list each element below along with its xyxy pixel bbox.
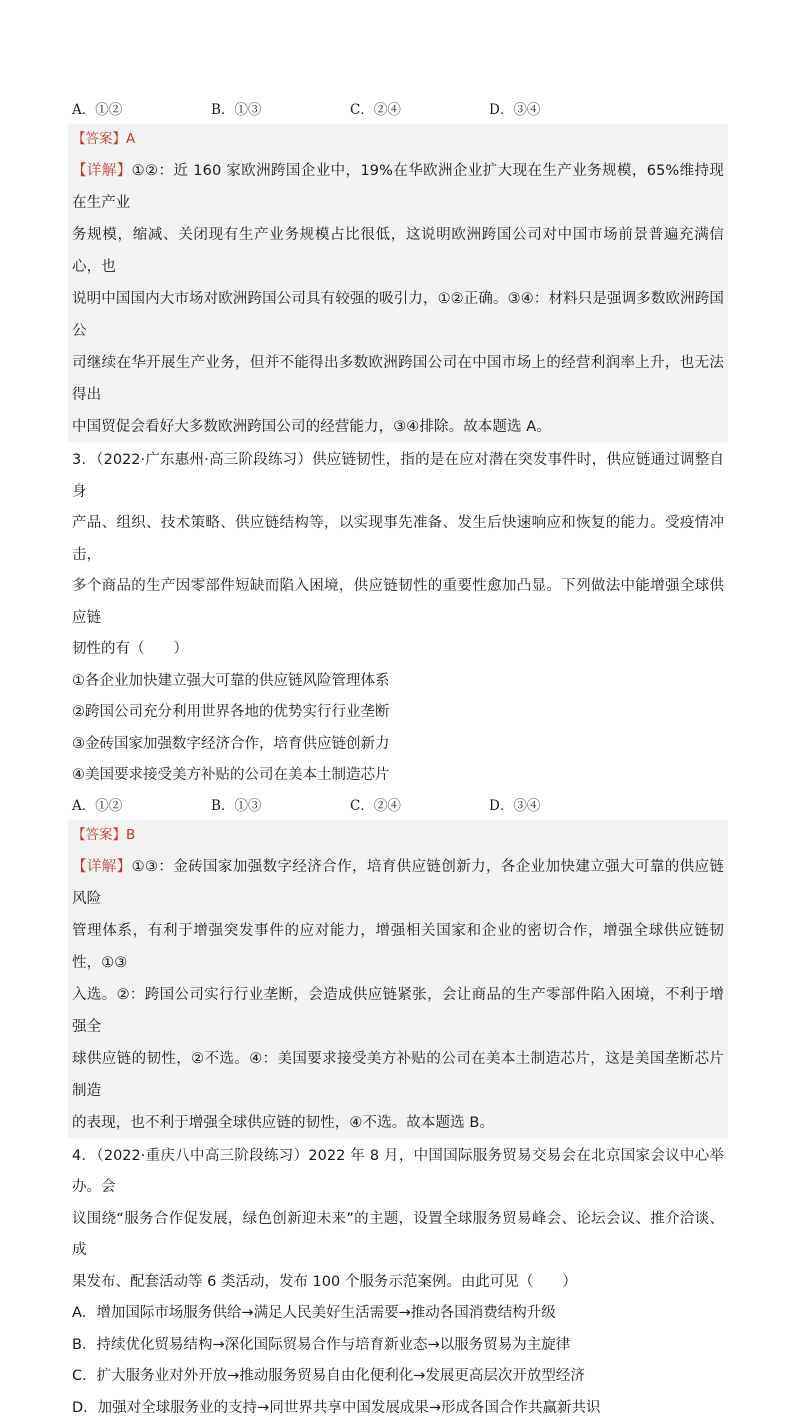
q3-item-2: ②跨国公司充分利用世界各地的优势实行行业垄断: [72, 697, 724, 729]
q2-explain-line: 务规模，缩减、关闭现有生产业务规模占比很低，这说明欧洲跨国公司对中国市场前景普遍充满信心，也: [72, 219, 724, 283]
q3-answer-tag: 【答案】: [72, 827, 126, 843]
q3-stem-line: 3．（2022·广东惠州·高三阶段练习）供应链韧性，指的是在应对潜在突发事件时，供应链通过调整自身: [72, 445, 724, 508]
q3-answer-value: B: [126, 827, 135, 843]
q3-item-1: ①各企业加快建立强大可靠的供应链风险管理体系: [72, 666, 724, 698]
q3-option-a: A．①②: [72, 792, 211, 820]
q2-option-b: B．①③: [211, 96, 350, 124]
q3-explain-line: 【详解】①③：金砖国家加强数字经济合作，培育供应链创新力，各企业加快建立强大可靠的供应链风险: [72, 851, 724, 915]
q4-choice-d: D．加强对全球服务业的支持→同世界共享中国发展成果→形成各国合作共赢新共识: [72, 1393, 724, 1424]
q2-explain-line: 【详解】①②：近 160 家欧洲跨国企业中，19%在华欧洲企业扩大现在生产业务规模，65%维持现在生产业: [72, 155, 724, 219]
q2-explain-line: 司继续在华开展生产业务，但并不能得出多数欧洲跨国公司在中国市场上的经营利润率上升，也无法得出: [72, 347, 724, 411]
q3-option-d: D．③④: [489, 792, 540, 820]
q4-stem: [72, 1141, 724, 1299]
q3-stem-line: 产品、组织、技术策略、供应链结构等，以实现事先准备、发生后快速响应和恢复的能力。受疫情冲击，: [72, 508, 724, 571]
q3-answer-block: [68, 820, 728, 1139]
q2-explain-tag: 【详解】: [72, 163, 132, 179]
q2-option-d: D．③④: [489, 96, 540, 124]
q4-choice-c: C．扩大服务业对外开放→推动服务贸易自由化便利化→发展更高层次开放型经济: [72, 1361, 724, 1393]
q3-explain-line: 的表现，也不利于增强全球供应链的韧性，④不选。故本题选 B。: [72, 1107, 724, 1139]
q4-choice-b: B．持续优化贸易结构→深化国际贸易合作与培育新业态→以服务贸易为主旋律: [72, 1330, 724, 1362]
q3-stem: [72, 445, 724, 666]
q2-answer: [72, 124, 724, 155]
q3-options: [72, 792, 724, 820]
q4-stem-line: 议围绕“服务合作促发展，绿色创新迎未来”的主题，设置全球服务贸易峰会、论坛会议、推介洽谈、成: [72, 1204, 724, 1267]
q3-explain-line: 管理体系，有利于增强突发事件的应对能力，增强相关国家和企业的密切合作，增强全球供应链韧性，①③: [72, 915, 724, 979]
q2-option-c: C．②④: [350, 96, 489, 124]
q2-options: [72, 96, 724, 124]
q2-option-a: A．①②: [72, 96, 211, 124]
q3-explain-line: 入选。②：跨国公司实行行业垄断，会造成供应链紧张，会让商品的生产零部件陷入困境，不利于增强全: [72, 979, 724, 1043]
q3-option-b: B．①③: [211, 792, 350, 820]
q3-stem-line: 韧性的有（ ）: [72, 634, 724, 666]
page: [72, 96, 724, 1424]
q4-stem-line: 4．（2022·重庆八中高三阶段练习）2022 年 8 月，中国国际服务贸易交易会在北京国家会议中心举办。会: [72, 1141, 724, 1204]
q4-choice-a: A．增加国际市场服务供给→满足人民美好生活需要→推动各国消费结构升级: [72, 1298, 724, 1330]
q2-answer-value: A: [126, 131, 135, 147]
q2-explain-line: 说明中国国内大市场对欧洲跨国公司具有较强的吸引力，①②正确。③④：材料只是强调多数欧洲跨国公: [72, 283, 724, 347]
q3-items: [72, 666, 724, 792]
q2-explain-line: 中国贸促会看好大多数欧洲跨国公司的经营能力，③④排除。故本题选 A。: [72, 411, 724, 443]
q4-choices: [72, 1298, 724, 1424]
q3-explain-tag: 【详解】: [72, 859, 132, 875]
q2-explanation: [72, 155, 724, 443]
q2-answer-block: [68, 124, 728, 443]
q4-stem-line: 果发布、配套活动等 6 类活动，发布 100 个服务示范案例。由此可见（ ）: [72, 1267, 724, 1299]
q3-explain-line: 球供应链的韧性，②不选。④：美国要求接受美方补贴的公司在美本土制造芯片，这是美国垄断芯片制造: [72, 1043, 724, 1107]
q3-item-4: ④美国要求接受美方补贴的公司在美本土制造芯片: [72, 760, 724, 792]
q3-option-c: C．②④: [350, 792, 489, 820]
q3-explanation: [72, 851, 724, 1139]
q3-item-3: ③金砖国家加强数字经济合作，培育供应链创新力: [72, 729, 724, 761]
q2-answer-tag: 【答案】: [72, 131, 126, 147]
q3-stem-line: 多个商品的生产因零部件短缺而陷入困境，供应链韧性的重要性愈加凸显。下列做法中能增强全球供应链: [72, 571, 724, 634]
q3-answer: [72, 820, 724, 851]
